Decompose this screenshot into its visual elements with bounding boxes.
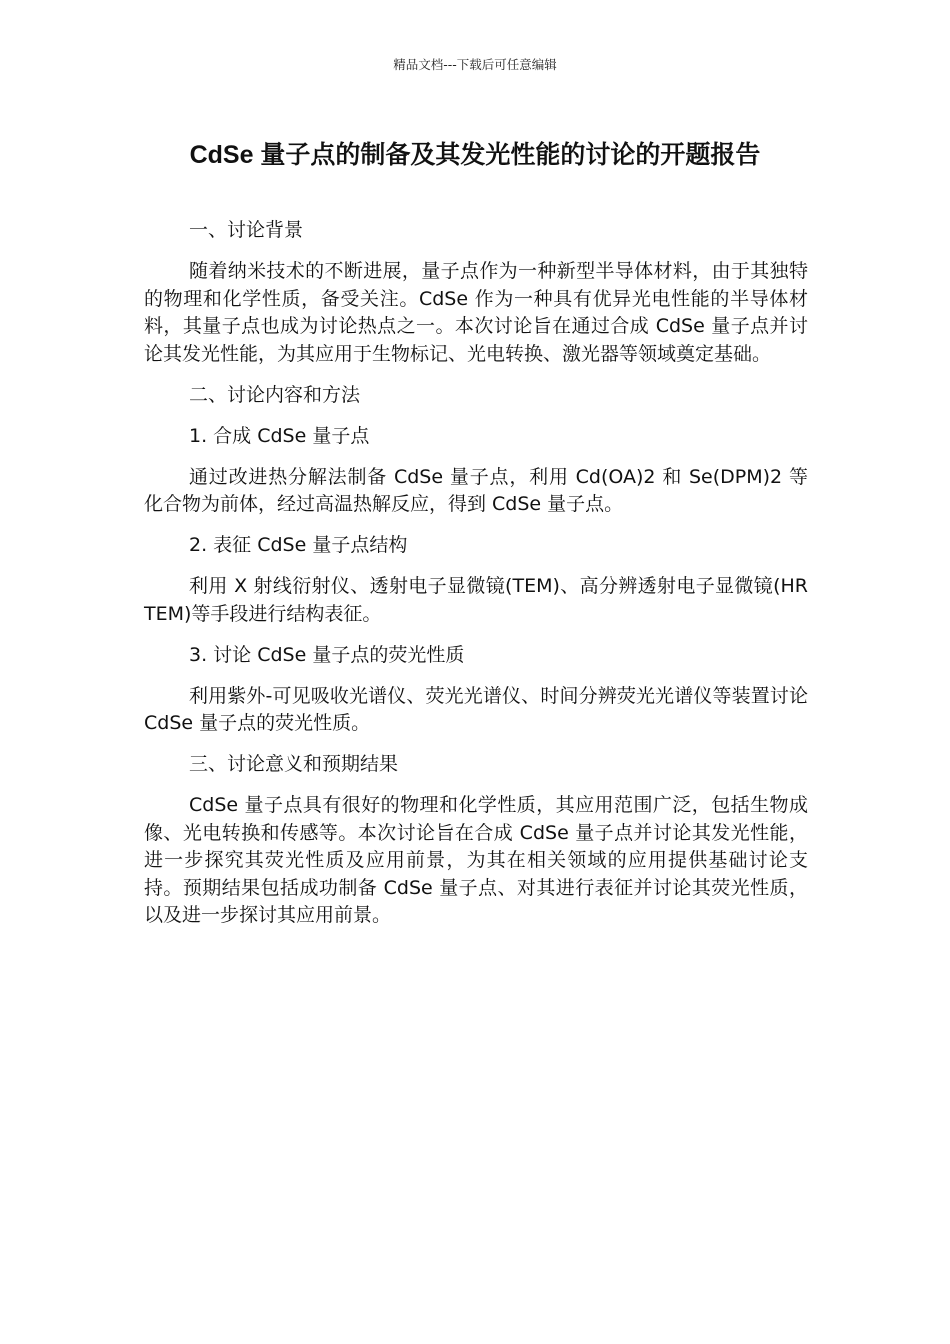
document-body: [144, 217, 808, 943]
subheading-characterization: 2. 表征 CdSe 量子点结构: [189, 534, 408, 556]
document-title: CdSe 量子点的制备及其发光性能的讨论的开题报告: [189, 141, 761, 169]
significance-paragraph: CdSe 量子点具有很好的物理和化学性质，其应用范围广泛，包括生物成像、光电转换和传感等。本次讨论旨在合成 CdSe 量子点并讨论其发光性能，进一步探究其荧光性质及应用前景，为其在相关领域的应用提供基础讨论支持。预期结果包括成功制备 CdSe 量子点、对其进行表征并讨论其荧光性质，以及进一步探讨其应用前景。: [144, 794, 808, 926]
subheading-synthesis: 1. 合成 CdSe 量子点: [189, 424, 370, 447]
section-heading-background: 一、讨论背景: [189, 219, 304, 241]
synthesis-paragraph: 通过改进热分解法制备 CdSe 量子点，利用 Cd(OA)2 和 Se(DPM)2 等化合物为前体，经过高温热解反应，得到 CdSe 量子点。: [144, 465, 808, 515]
subheading-fluorescence: 3. 讨论 CdSe 量子点的荧光性质: [189, 643, 465, 666]
section-heading-content-methods: 二、讨论内容和方法: [189, 383, 361, 406]
header-note: 精品文档---下载后可任意编辑: [393, 57, 557, 72]
section-heading-significance: 三、讨论意义和预期结果: [189, 753, 399, 775]
fluorescence-paragraph: 利用紫外-可见吸收光谱仪、荧光光谱仪、时间分辨荧光光谱仪等装置讨论 CdSe 量子点的荧光性质。: [144, 684, 808, 734]
characterization-paragraph: 利用 X 射线衍射仪、透射电子显微镜(TEM)、高分辨透射电子显微镜(HRTEM)等手段进行结构表征。: [144, 575, 808, 625]
background-paragraph: 随着纳米技术的不断进展，量子点作为一种新型半导体材料，由于其独特的物理和化学性质，备受关注。CdSe 作为一种具有优异光电性能的半导体材料，其量子点也成为讨论热点之一。本次讨论旨在通过合成 CdSe 量子点并讨论其发光性能，为其应用于生物标记、光电转换、激光器等领域奠定基础。: [144, 260, 808, 365]
